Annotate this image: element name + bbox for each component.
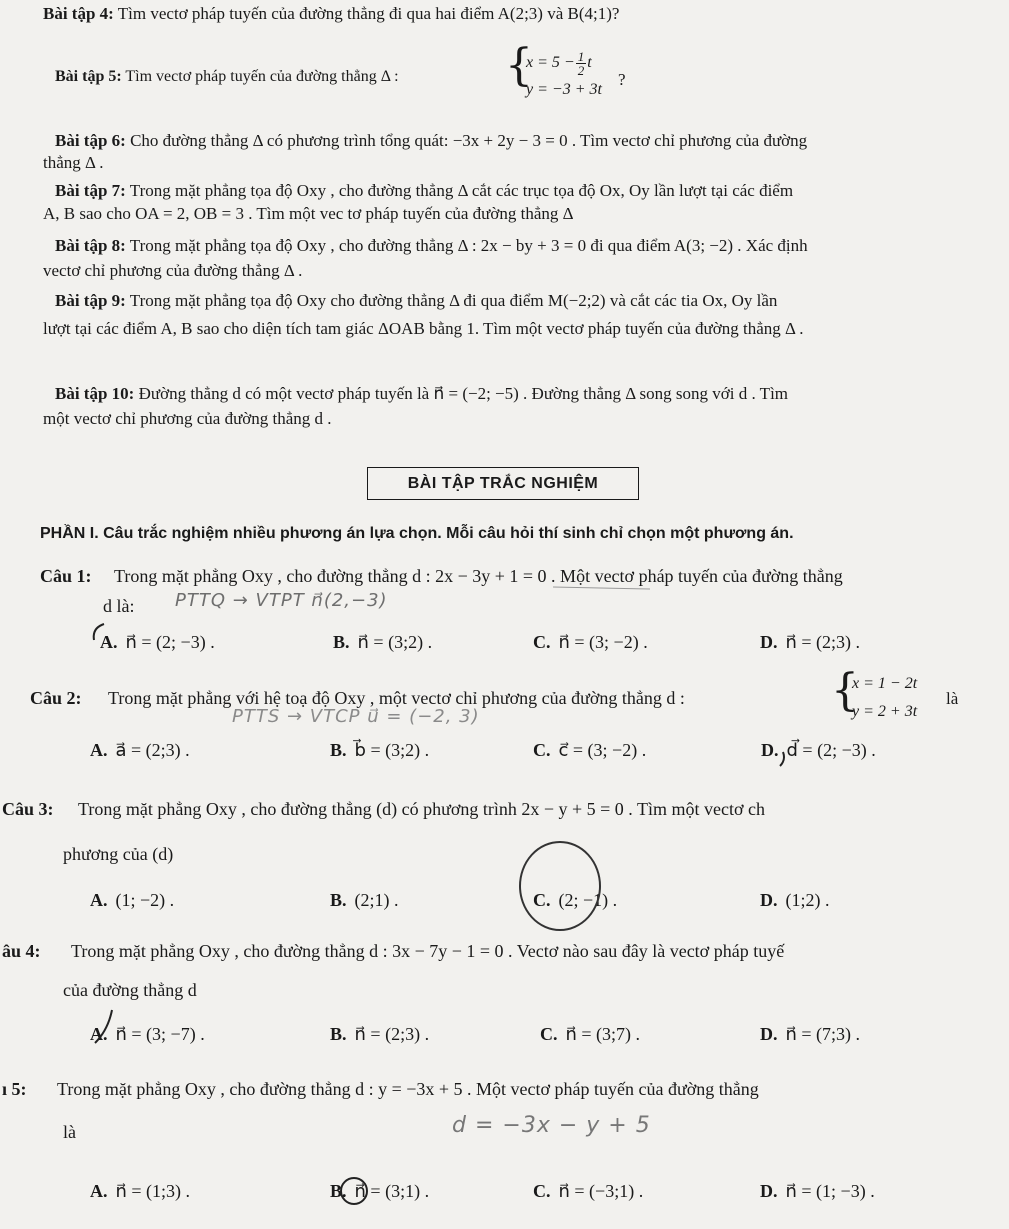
exercise-8 xyxy=(55,235,808,257)
exercise-9 xyxy=(55,290,777,312)
q4-option-d[interactable]: D. n⃗ = (7;3) . xyxy=(760,1024,861,1044)
system-brace: { xyxy=(505,40,533,91)
system-brace: { xyxy=(831,665,859,716)
question-text: Trong mặt phẳng Oxy , cho đường thẳng d : 3x − 7y − 1 = 0 . Vectơ nào sau đây là vectơ pháp tuyế xyxy=(71,941,785,961)
question-4 xyxy=(2,940,784,962)
question-text: Trong mặt phẳng Oxy , cho đường thẳng d : 2x − 3y + 1 = 0 . Một vectơ pháp tuyến của đường thẳng xyxy=(114,566,843,586)
exercise-text: Tìm vectơ pháp tuyến của đường thẳng đi qua hai điểm A(2;3) và B(4;1)? xyxy=(117,4,620,23)
exercise-7-cont: A, B sao cho OA = 2, OB = 3 . Tìm một vec tơ pháp tuyến của đường thẳng Δ xyxy=(43,204,574,223)
question-label: Câu 3: xyxy=(2,799,54,819)
exercise-text: Đường thẳng d có một vectơ pháp tuyến là n⃗ = (−2; −5) . Đường thẳng Δ song song với d . Tìm xyxy=(138,384,789,403)
exercise-6 xyxy=(55,130,807,152)
underline-mark xyxy=(553,587,650,589)
exercise-label: Bài tập 9: xyxy=(55,291,126,310)
handwritten-note-q2: PTTS → VTCP u⃗ = (−2, 3) xyxy=(232,706,480,727)
q4-option-b[interactable]: B. n⃗ = (2;3) . xyxy=(330,1024,430,1044)
exercise-label: Bài tập 4: xyxy=(43,4,114,23)
question-mark: ? xyxy=(618,70,626,89)
q1-option-b[interactable]: B. n⃗ = (3;2) . xyxy=(333,632,433,652)
exercise-9-cont: lượt tại các điểm A, B sao cho diện tích tam giác ΔOAB bằng 1. Tìm một vectơ pháp tuyến của đường thẳng Δ . xyxy=(43,319,804,338)
q2-option-a[interactable]: A. a⃗ = (2;3) . xyxy=(90,740,190,760)
handwritten-note-q5: d = −3x − y + 5 xyxy=(452,1113,651,1138)
exercise-label: Bài tập 7: xyxy=(55,181,126,200)
handwritten-note-q1: PTTQ → VTPT n⃗(2,−3) xyxy=(175,590,388,611)
system-line-2: y = −3 + 3t xyxy=(526,81,602,98)
exercise-5 xyxy=(55,66,399,88)
exercise-text: Trong mặt phẳng tọa độ Oxy cho đường thẳng Δ đi qua điểm M(−2;2) và cắt các tia Ox, Oy lần xyxy=(129,291,778,310)
q5-option-c[interactable]: C. n⃗ = (−3;1) . xyxy=(533,1181,644,1201)
exercise-text: Trong mặt phẳng tọa độ Oxy , cho đường thẳng Δ cắt các trục tọa độ Ox, Oy lần lượt tại các điểm xyxy=(129,181,794,200)
q1-option-c[interactable]: C. n⃗ = (3; −2) . xyxy=(533,632,648,652)
exercise-4 xyxy=(43,3,619,25)
question-label: ı 5: xyxy=(2,1079,27,1099)
question-3 xyxy=(2,798,765,820)
question-text: Trong mặt phẳng với hệ toạ độ Oxy , một vectơ chỉ phương của đường thẳng d : xyxy=(108,688,685,708)
system-line-1: x = 1 − 2t xyxy=(852,675,918,692)
question-1 xyxy=(40,565,843,587)
question-label: âu 4: xyxy=(2,941,41,961)
question-label: Câu 1: xyxy=(40,566,92,586)
question-1-cont: d là: xyxy=(103,596,135,616)
question-text: Trong mặt phẳng Oxy , cho đường thẳng d : y = −3x + 5 . Một vectơ pháp tuyến của đường thẳng xyxy=(57,1079,759,1099)
part-heading: PHẦN I. Câu trắc nghiệm nhiều phương án lựa chọn. Mỗi câu hỏi thí sinh chỉ chọn một phương án. xyxy=(40,525,794,542)
system-line-2: y = 2 + 3t xyxy=(852,703,918,720)
fraction: $\frac{1}{2}$ xyxy=(577,49,585,78)
q2-option-d[interactable]: D. d⃗ = (2; −3) . xyxy=(761,740,876,760)
question-4-cont: của đường thẳng d xyxy=(63,980,197,1000)
question-text: Trong mặt phẳng Oxy , cho đường thẳng (d) có phương trình 2x − y + 5 = 0 . Tìm một vectơ ch xyxy=(78,799,765,819)
question-5-cont: là xyxy=(63,1122,76,1142)
question-5 xyxy=(2,1078,759,1100)
q4-option-a[interactable]: A. n⃗ = (3; −7) . xyxy=(90,1024,205,1044)
q3-option-b[interactable]: B. (2;1) . xyxy=(330,890,399,910)
q3-option-a[interactable]: A. (1; −2) . xyxy=(90,890,175,910)
exercise-8-cont: vectơ chỉ phương của đường thẳng Δ . xyxy=(43,261,303,280)
exercise-label: Bài tập 6: xyxy=(55,131,126,150)
q3-option-d[interactable]: D. (1;2) . xyxy=(760,890,830,910)
exercise-label: Bài tập 10: xyxy=(55,384,135,403)
q3-answer-circle xyxy=(520,842,600,930)
exercise-6-cont: thẳng Δ . xyxy=(43,153,104,172)
q5-option-d[interactable]: D. n⃗ = (1; −3) . xyxy=(760,1181,875,1201)
q3-option-c[interactable]: C. (2; −1) . xyxy=(533,890,618,910)
exercise-text: Trong mặt phẳng tọa độ Oxy , cho đường thẳng Δ : 2x − by + 3 = 0 đi qua điểm A(3; −2) . Xác định xyxy=(129,236,808,255)
question-2-end: là xyxy=(946,689,959,708)
exercise-label: Bài tập 8: xyxy=(55,236,126,255)
q5-option-b[interactable]: B. n⃗ = (3;1) . xyxy=(330,1181,430,1201)
q4-option-c[interactable]: C. n⃗ = (3;7) . xyxy=(540,1024,641,1044)
exercise-10-cont: một vectơ chỉ phương của đường thẳng d . xyxy=(43,409,332,428)
exercise-10 xyxy=(55,383,788,405)
section-title: BÀI TẬP TRẮC NGHIỆM xyxy=(367,467,639,500)
q1-option-d[interactable]: D. n⃗ = (2;3) . xyxy=(760,632,861,652)
exercise-text: Tìm vectơ pháp tuyến của đường thẳng Δ : xyxy=(125,68,399,85)
q5-option-a[interactable]: A. n⃗ = (1;3) . xyxy=(90,1181,191,1201)
q1-option-a[interactable]: A. n⃗ = (2; −3) . xyxy=(100,632,215,652)
exercise-7 xyxy=(55,180,793,202)
exercise-text: Cho đường thẳng Δ có phương trình tổng quát: −3x + 2y − 3 = 0 . Tìm vectơ chỉ phương của đường xyxy=(130,131,808,150)
question-3-cont: phương của (d) xyxy=(63,844,174,864)
exercise-label: Bài tập 5: xyxy=(55,68,122,85)
question-label: Câu 2: xyxy=(30,688,82,708)
q2-option-b[interactable]: B. b⃗ = (3;2) . xyxy=(330,740,430,760)
q2-option-c[interactable]: C. c⃗ = (3; −2) . xyxy=(533,740,647,760)
system-line-1: x = 5 − $\frac{1}{2}$ t xyxy=(526,49,592,78)
